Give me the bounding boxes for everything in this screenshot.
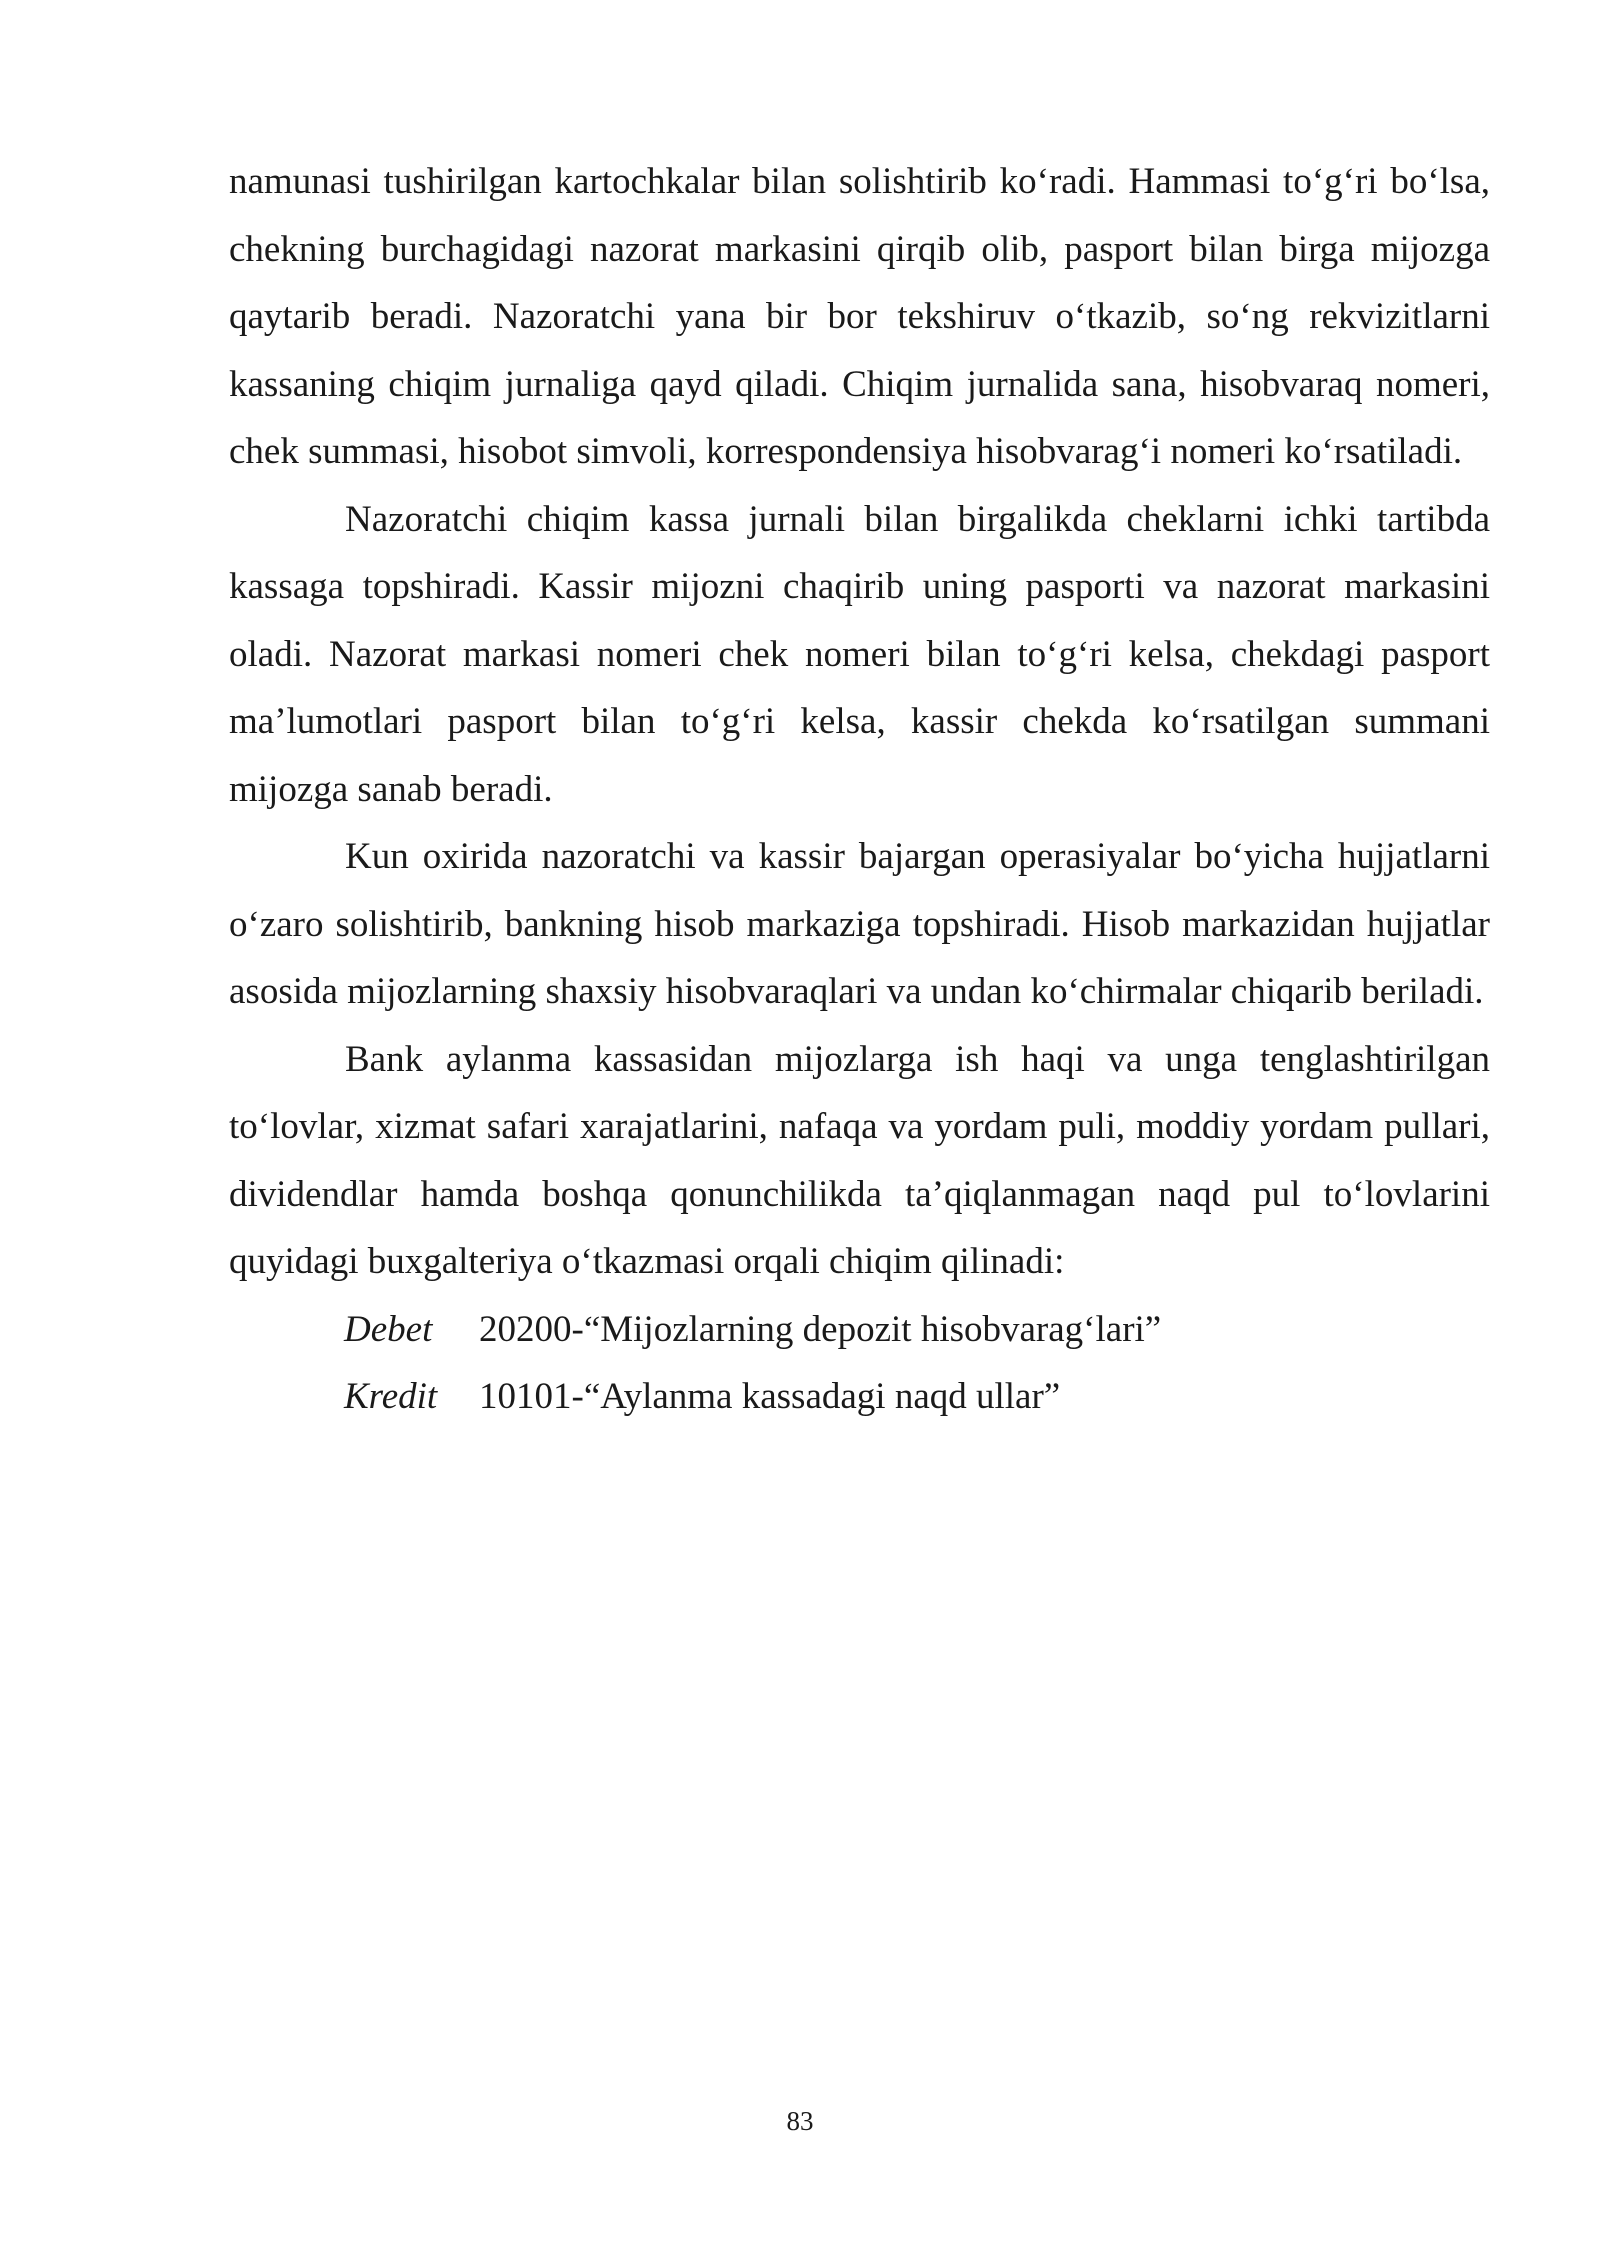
debit-entry: [344, 1296, 1490, 1364]
paragraph-1: namunasi tushirilgan kartochkalar bilan solishtirib ko‘radi. Hammasi to‘g‘ri bo‘lsa, chekning burchagidagi nazorat markasini qirqib olib, pasport bilan birga mijozga qaytarib beradi. Nazoratchi yana bir bor tekshiruv o‘tkazib, so‘ng rekvizitlarni kassaning chiqim jurnaliga qayd qiladi. Chiqim jurnalida sana, hisobvaraq nomeri, chek summasi, hisobot simvoli, korrespondensiya hisobvarag‘i nomeri ko‘rsatiladi.: [229, 161, 1490, 472]
paragraph-4: Bank aylanma kassasidan mijozlarga ish haqi va unga tenglashtirilgan to‘lovlar, xizmat safari xarajatlarini, nafaqa va yordam puli, moddiy yordam pullari, dividendlar hamda boshqa qonunchilikda ta’qiqlanmagan naqd pul to‘lovlarini quyidagi buxgalteriya o‘tkazmasi orqali chiqim qilinadi:: [229, 1038, 1490, 1282]
paragraph-2: Nazoratchi chiqim kassa jurnali bilan birgalikda cheklarni ichki tartibda kassaga topshiradi. Kassir mijozni chaqirib uning pasporti va nazorat markasini oladi. Nazorat markasi nomeri chek nomeri bilan to‘g‘ri kelsa, chekdagi pasport ma’lumotlari pasport bilan to‘g‘ri kelsa, kassir chekda ko‘rsatilgan summani mijozga sanab beradi.: [229, 498, 1490, 810]
credit-entry: [344, 1363, 1490, 1431]
debit-account: 20200-“Mijozlarning depozit hisobvarag‘lari”: [479, 1308, 1162, 1350]
debit-label: Debet: [344, 1308, 433, 1350]
credit-label: Kredit: [344, 1376, 438, 1417]
body-text: [229, 148, 1490, 1431]
paragraph-3: Kun oxirida nazoratchi va kassir bajargan operasiyalar bo‘yicha hujjatlarni o‘zaro solishtirib, bankning hisob markaziga topshiradi. Hisob markazidan hujjatlar asosida mijozlarning shaxsiy hisobvaraqlari va undan ko‘chirmalar chiqarib beriladi.: [229, 836, 1490, 1012]
credit-account: 10101-“Aylanma kassadagi naqd ullar”: [479, 1376, 1061, 1417]
page-number: 83: [786, 2106, 814, 2136]
